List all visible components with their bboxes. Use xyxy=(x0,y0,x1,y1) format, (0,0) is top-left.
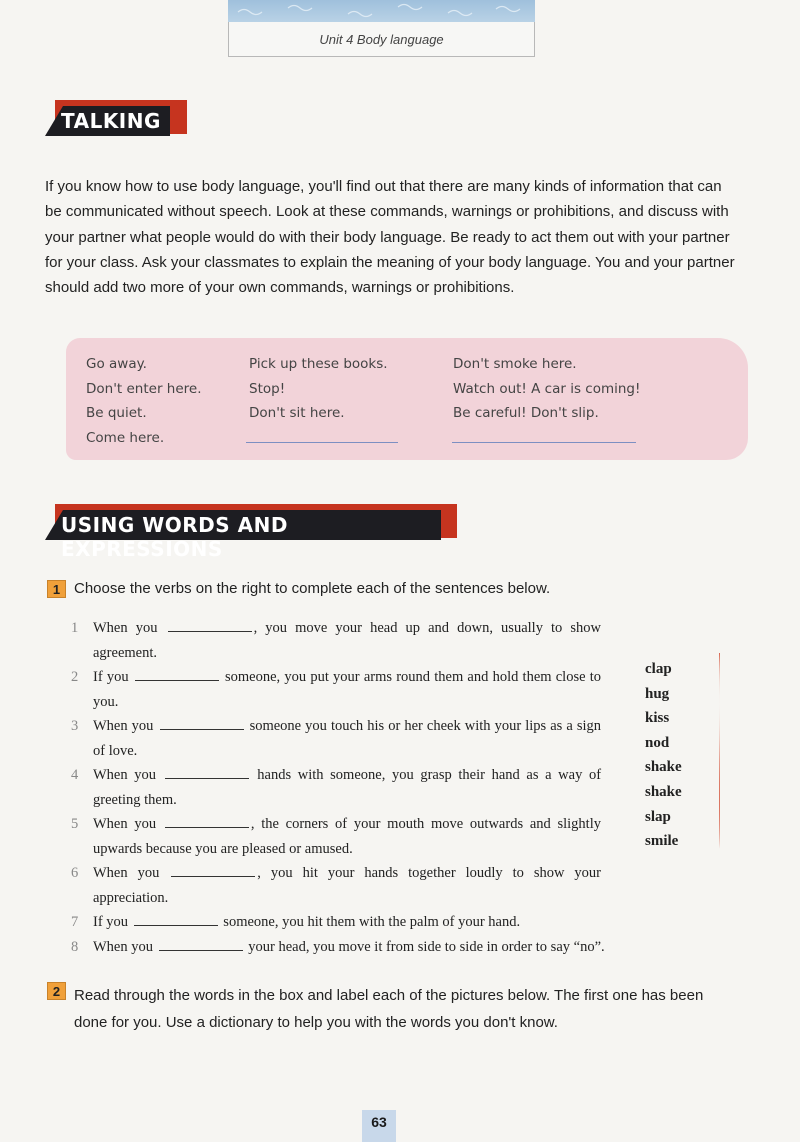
sentence-end: your head, you move it from side to side in order to say “no”. xyxy=(248,938,605,955)
exercise-1-text: Choose the verbs on the right to complete each of the sentences below. xyxy=(74,580,551,597)
sentence-end: , you hit your hands together loudly to show your appreciation. xyxy=(93,865,601,906)
blank-command-line[interactable] xyxy=(452,442,636,443)
sentence-start: If you xyxy=(93,669,129,685)
words-heading-label: USING WORDS AND EXPRESSIONS xyxy=(61,513,288,561)
sentence-end: hands with someone, you grasp their hand as a way of greeting them. xyxy=(93,767,602,808)
exercise-number-badge: 1 xyxy=(47,580,66,598)
sentence-item xyxy=(71,714,601,763)
answer-blank[interactable] xyxy=(159,939,243,951)
sentence-start: When you xyxy=(93,767,157,783)
sentence-start: When you xyxy=(93,718,154,734)
sentence-start: If you xyxy=(93,914,129,930)
sentence-item xyxy=(71,935,605,960)
answer-blank[interactable] xyxy=(171,865,255,877)
sentence-number: 8 xyxy=(71,938,79,955)
sentence-number: 1 xyxy=(71,620,79,636)
sentence-end: someone, you hit them with the palm of your hand. xyxy=(223,914,521,930)
command-item: Be quiet. xyxy=(86,405,147,421)
answer-blank[interactable] xyxy=(160,718,244,730)
sentence-end: , the corners of your mouth move outwards and slightly upwards because you are pleased or amused. xyxy=(93,816,601,857)
words-heading xyxy=(45,504,457,561)
command-item: Watch out! A car is coming! xyxy=(453,380,641,397)
sentence-item xyxy=(71,910,601,935)
sentence-number: 4 xyxy=(71,767,79,783)
sentence-start: When you xyxy=(93,620,158,636)
sentence-number: 7 xyxy=(71,914,79,930)
verb-option: slap xyxy=(645,808,671,825)
verb-option: shake xyxy=(645,759,682,776)
verb-option: smile xyxy=(645,833,679,850)
commands-column-3 xyxy=(453,352,640,426)
sentence-end: , you move your head up and down, usually to show agreement. xyxy=(93,620,602,661)
page-number-label: 63 xyxy=(371,1114,387,1130)
sentence-end: someone, you put your arms round them and hold them close to you. xyxy=(93,669,601,710)
command-item: Stop! xyxy=(249,380,286,397)
commands-box xyxy=(66,338,748,460)
sentence-item xyxy=(71,665,601,714)
sentence-number: 5 xyxy=(71,816,79,832)
verb-list xyxy=(645,657,682,854)
commands-column-1 xyxy=(86,352,202,450)
blank-command-line[interactable] xyxy=(246,442,398,443)
verb-option: hug xyxy=(645,685,670,702)
command-item: Pick up these books. xyxy=(249,356,388,372)
command-item: Don't smoke here. xyxy=(453,356,577,372)
sentence-start: When you xyxy=(93,865,160,881)
sentence-item xyxy=(71,616,601,665)
sentence-number: 2 xyxy=(71,669,79,685)
exercise-2 xyxy=(47,982,747,1036)
unit-title: Unit 4 Body language xyxy=(228,22,535,57)
answer-blank[interactable] xyxy=(134,914,218,926)
sentence-item xyxy=(71,812,601,861)
verb-option: kiss xyxy=(645,710,670,727)
sentence-start: When you xyxy=(93,816,157,832)
sentence-number: 6 xyxy=(71,865,79,881)
talking-intro: If you know how to use body language, you'll find out that there are many kinds of information that can be communicated without speech. Look at these commands, warnings or prohibitions, and discuss with your partner what people would do with their body language. Be ready to act them out with your partner for your class. Ask your classmates to explain the meaning of your body language. You and your partner should add two more of your own commands, warnings or prohibitions. xyxy=(45,178,735,297)
sentence-list xyxy=(71,616,605,959)
command-item: Be careful! Don't slip. xyxy=(453,405,599,421)
verb-option: clap xyxy=(645,661,672,677)
sentence-end: someone you touch his or her cheek with your lips as a sign of love. xyxy=(93,718,602,759)
sentence-start: When you xyxy=(93,938,153,955)
command-item: Go away. xyxy=(86,356,147,372)
verb-option: nod xyxy=(645,734,670,751)
answer-blank[interactable] xyxy=(168,620,252,632)
answer-blank[interactable] xyxy=(135,669,219,681)
exercise-2-text: Read through the words in the box and label each of the pictures below. The first one has been done for you. Use a dictionary to help you with the words you don't know. xyxy=(74,987,704,1031)
page-number xyxy=(362,1110,396,1142)
exercise-1-instruction xyxy=(47,580,550,598)
talking-heading xyxy=(45,100,187,138)
sentence-item xyxy=(71,763,601,812)
verb-box xyxy=(612,645,720,855)
header-decoration xyxy=(228,0,535,22)
sentence-number: 3 xyxy=(71,718,79,734)
exercise-number-badge: 2 xyxy=(47,982,66,1000)
commands-column-2 xyxy=(249,352,388,426)
talking-heading-label: TALKING xyxy=(61,109,161,133)
command-item: Don't enter here. xyxy=(86,380,202,397)
sentence-item xyxy=(71,861,601,910)
command-item: Come here. xyxy=(86,429,165,446)
answer-blank[interactable] xyxy=(165,767,249,779)
answer-blank[interactable] xyxy=(165,816,249,828)
command-item: Don't sit here. xyxy=(249,405,345,421)
verb-option: shake xyxy=(645,783,682,800)
